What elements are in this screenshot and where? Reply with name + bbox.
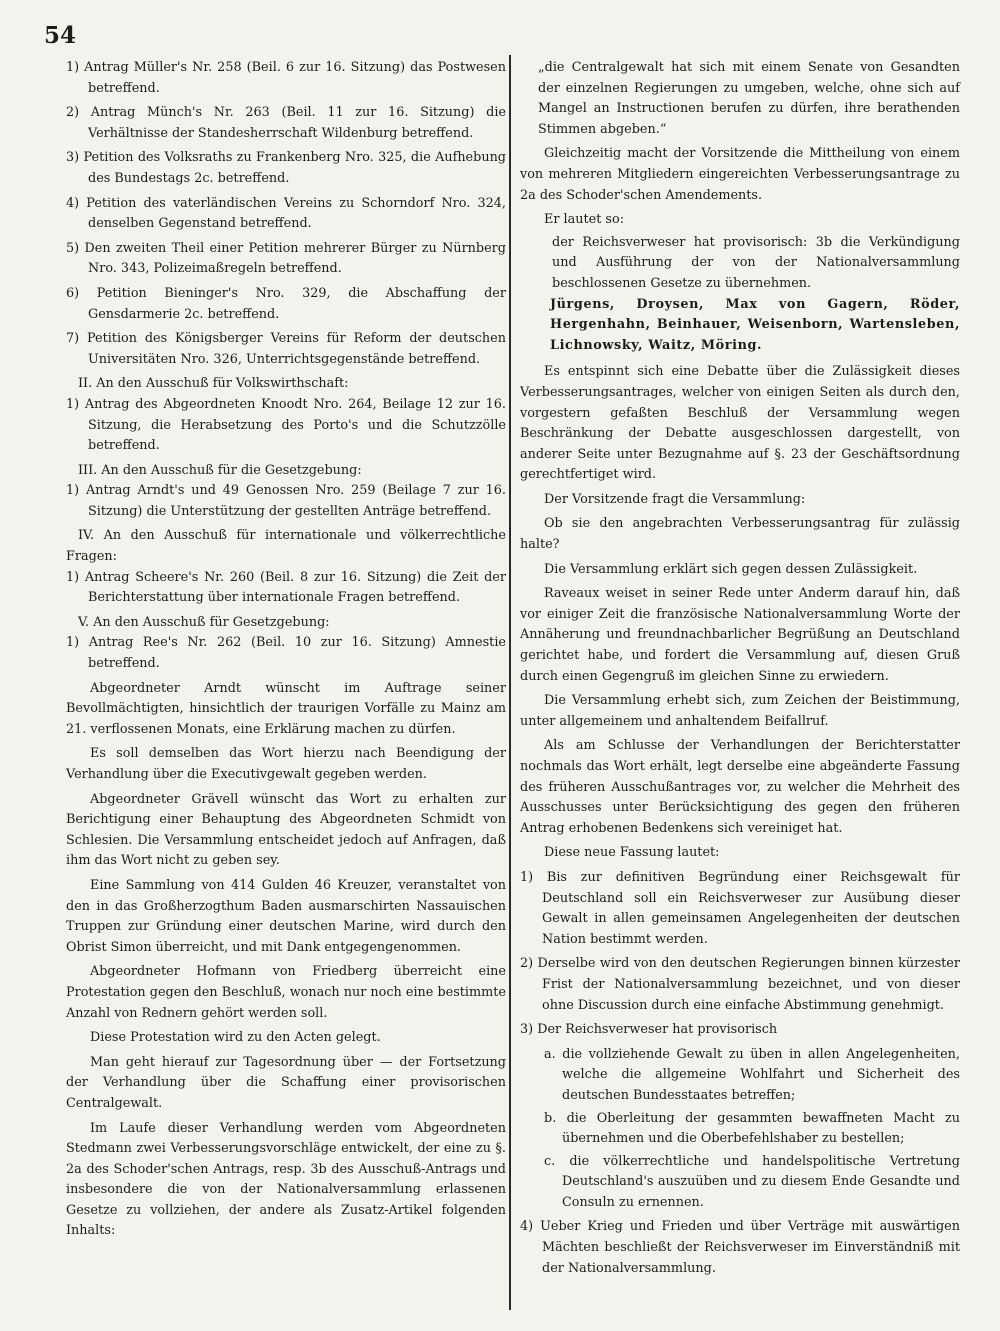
paragraph: Abgeordneter Grävell wünscht das Wort zu erhalten zur Berichtigung einer Behauptung des Abgeordneten Schmidt von Schlesien. Die Versammlung entscheidet jedoch auf Anfragen, daß ihm das Wort nicht zu geben sey. xyxy=(66,791,506,869)
list-item: 4) Petition des vaterländischen Vereins zu Schorndorf Nro. 324, denselben Gegenstand betreffend. xyxy=(66,195,506,232)
list-item: 1) Antrag Arndt's und 49 Genossen Nro. 259 (Beilage 7 zur 16. Sitzung) die Unterstützung der gestellten Anträge betreffend. xyxy=(66,483,506,519)
question: Ob sie den angebrachten Verbesserungsantrag für zulässig halte? xyxy=(520,516,960,553)
list-item: 1) Antrag Müller's Nr. 258 (Beil. 6 zur 16. Sitzung) das Postwesen betreffend. xyxy=(66,60,506,96)
paragraph: Man geht hierauf zur Tagesordnung über — der Fortsetzung der Verhandlung über die Schaffung einer provisorischen Centralgewalt. xyxy=(66,1054,506,1111)
left-column xyxy=(66,58,506,1242)
list-item: 5) Den zweiten Theil einer Petition mehrerer Bürger zu Nürnberg Nro. 343, Polizeimaßregeln betreffend. xyxy=(66,240,506,277)
paragraph: Raveaux weiset in seiner Rede unter Anderm darauf hin, daß vor einiger Zeit die französische Nationalversammlung Worte der Annäherung und freundnachbarlicher Begrüßung an Deutschland gerichtet habe, und fordert die Versammlung auf, diesen Gruß durch einen Gegengruß im gleichen Sinne zu erwiedern. xyxy=(520,586,960,684)
list-item: 2) Antrag Münch's Nr. 263 (Beil. 11 zur 16. Sitzung) die Verhältnisse der Standesherrschaft Wildenburg betreffend. xyxy=(66,105,506,141)
paragraph: Eine Sammlung von 414 Gulden 46 Kreuzer, veranstaltet von den in das Großherzogthum Baden ausmarschirten Nassauischen Truppen zur Gründung einer deutschen Marine, wird durch den Obrist Simon überreicht, und mit Dank entgegengenommen. xyxy=(66,877,506,955)
list-item: 2) Derselbe wird von den deutschen Regierungen binnen kürzester Frist der Nationalversammlung bezeichnet, und von dieser ohne Discussion durch eine einfache Abstimmung genehmigt. xyxy=(520,956,960,1013)
paragraph: Es soll demselben das Wort hierzu nach Beendigung der Verhandlung über die Executivgewalt gegeben werden. xyxy=(66,746,506,782)
paragraph: Es entspinnt sich eine Debatte über die Zulässigkeit dieses Verbesserungsantrages, welcher von einigen Seiten als durch den, vorgestern gefaßten Beschluß der Versammlung wegen Beschränkung der Debatte ausgeschlossen dargestellt, von anderer Seite unter Bezugnahme auf §. 23 der Geschäftsordnung gerechtfertiget wird. xyxy=(520,364,960,483)
paragraph: Die Versammlung erhebt sich, zum Zeichen der Beistimmung, unter allgemeinem und anhaltendem Beifallruf. xyxy=(520,693,960,729)
sub-item: b. die Oberleitung der gesammten bewaffneten Macht zu übernehmen und die Oberbefehlshaber zu bestellen; xyxy=(544,1110,960,1147)
paragraph: Als am Schlusse der Verhandlungen der Berichterstatter nochmals das Wort erhält, legt derselbe eine abgeänderte Fassung des früheren Ausschußantrages vor, zu welcher die Mehrheit des Ausschusses unter Berücksichtigung des gegen den früheren Antrag erhobenen Bedenkens sich vereiniget hat. xyxy=(520,738,960,836)
paragraph: Im Laufe dieser Verhandlung werden vom Abgeordneten Stedmann zwei Verbesserungsvorschläge entwickelt, der eine zu §. 2a des Schoder'schen Antrags, resp. 3b des Ausschuß-Antrags und insbesondere die von der Nationalversammlung erlassenen Gesetze zu vollziehen, der andere als Zusatz-Artikel folgenden Inhalts: xyxy=(66,1120,506,1239)
signatories: Jürgens, Droysen, Max von Gagern, Röder, Hergenhahn, Beinhauer, Weisenborn, Wartensleben, Lichnowsky, Waitz, Möring. xyxy=(550,296,960,353)
quote: „die Centralgewalt hat sich mit einem Senate von Gesandten der einzelnen Regierungen zu umgeben, welche, ohne sich auf Mangel an Instructionen berufen zu dürfen, ihre berathenden Stimmen abgeben.“ xyxy=(538,60,960,137)
list-item: 1) Bis zur definitiven Begründung einer Reichsgewalt für Deutschland soll ein Reichsverweser zur Ausübung dieser Gewalt in allen gemeinsamen Angelegenheiten der deutschen Nation bestimmt werden. xyxy=(520,869,960,947)
paragraph: Diese neue Fassung lautet: xyxy=(544,845,720,861)
section-heading: IV. An den Ausschuß für internationale und völkerrechtliche Fragen: xyxy=(66,528,506,565)
right-column xyxy=(520,58,960,1283)
list-item: 1) Antrag des Abgeordneten Knoodt Nro. 264, Beilage 12 zur 16. Sitzung, die Herabsetzung des Porto's und die Schutzzölle betreffend. xyxy=(66,396,506,454)
amendment-text: der Reichsverweser hat provisorisch: 3b die Verkündigung und Ausführung der von der Nationalversammlung beschlossenen Gesetze zu übernehmen. xyxy=(552,234,960,291)
sub-item: c. die völkerrechtliche und handelspolitische Vertretung Deutschland's auszuüben und zu diesem Ende Gesandte und Consuln zu ernennen. xyxy=(544,1153,960,1210)
paragraph: Abgeordneter Arndt wünscht im Auftrage seiner Bevollmächtigten, hinsichtlich der traurigen Vorfälle zu Mainz am 21. verflossenen Monats, eine Erklärung machen zu dürfen. xyxy=(66,680,506,737)
paragraph: Er lautet so: xyxy=(544,212,624,228)
paragraph: Gleichzeitig macht der Vorsitzende die Mittheilung von einem von mehreren Mitgliedern eingereichten Verbesserungsantrage zu 2a des Schoder'schen Amendements. xyxy=(520,146,960,203)
paragraph: Der Vorsitzende fragt die Versammlung: xyxy=(544,491,806,507)
paragraph: Diese Protestation wird zu den Acten gelegt. xyxy=(90,1030,381,1046)
list-item: 1) Antrag Ree's Nr. 262 (Beil. 10 zur 16. Sitzung) Amnestie betreffend. xyxy=(66,635,506,672)
paragraph: Abgeordneter Hofmann von Friedberg überreicht eine Protestation gegen den Beschluß, wonach nur noch eine bestimmte Anzahl von Rednern gehört werden soll. xyxy=(66,964,506,1021)
section-heading: V. An den Ausschuß für Gesetzgebung: xyxy=(78,614,330,630)
list-item: 1) Antrag Scheere's Nr. 260 (Beil. 8 zur 16. Sitzung) die Zeit der Berichterstattung über internationale Fragen betreffend. xyxy=(66,569,506,606)
list-item: 3) Petition des Volksraths zu Frankenberg Nro. 325, die Aufhebung des Bundestags 2c. betreffend. xyxy=(66,150,506,186)
list-item: 3) Der Reichsverweser hat provisorisch xyxy=(520,1022,778,1038)
list-item: 4) Ueber Krieg und Frieden und über Verträge mit auswärtigen Mächten beschließt der Reichsverweser im Einverständniß mit der Nationalversammlung. xyxy=(520,1219,960,1276)
column-divider xyxy=(509,55,511,1310)
sub-item: a. die vollziehende Gewalt zu üben in allen Angelegenheiten, welche die allgemeine Wohlfahrt und Sicherheit des deutschen Bundesstaates betreffen; xyxy=(544,1046,960,1103)
section-heading: III. An den Ausschuß für die Gesetzgebung: xyxy=(78,462,362,478)
page-number: 54 xyxy=(44,22,77,49)
paragraph: Die Versammlung erklärt sich gegen dessen Zulässigkeit. xyxy=(544,561,918,577)
list-item: 7) Petition des Königsberger Vereins für Reform der deutschen Universitäten Nro. 326, Unterrichtsgegenstände betreffend. xyxy=(66,331,506,367)
section-heading: II. An den Ausschuß für Volkswirthschaft: xyxy=(78,376,349,392)
list-item: 6) Petition Bieninger's Nro. 329, die Abschaffung der Gensdarmerie 2c. betreffend. xyxy=(66,285,506,322)
